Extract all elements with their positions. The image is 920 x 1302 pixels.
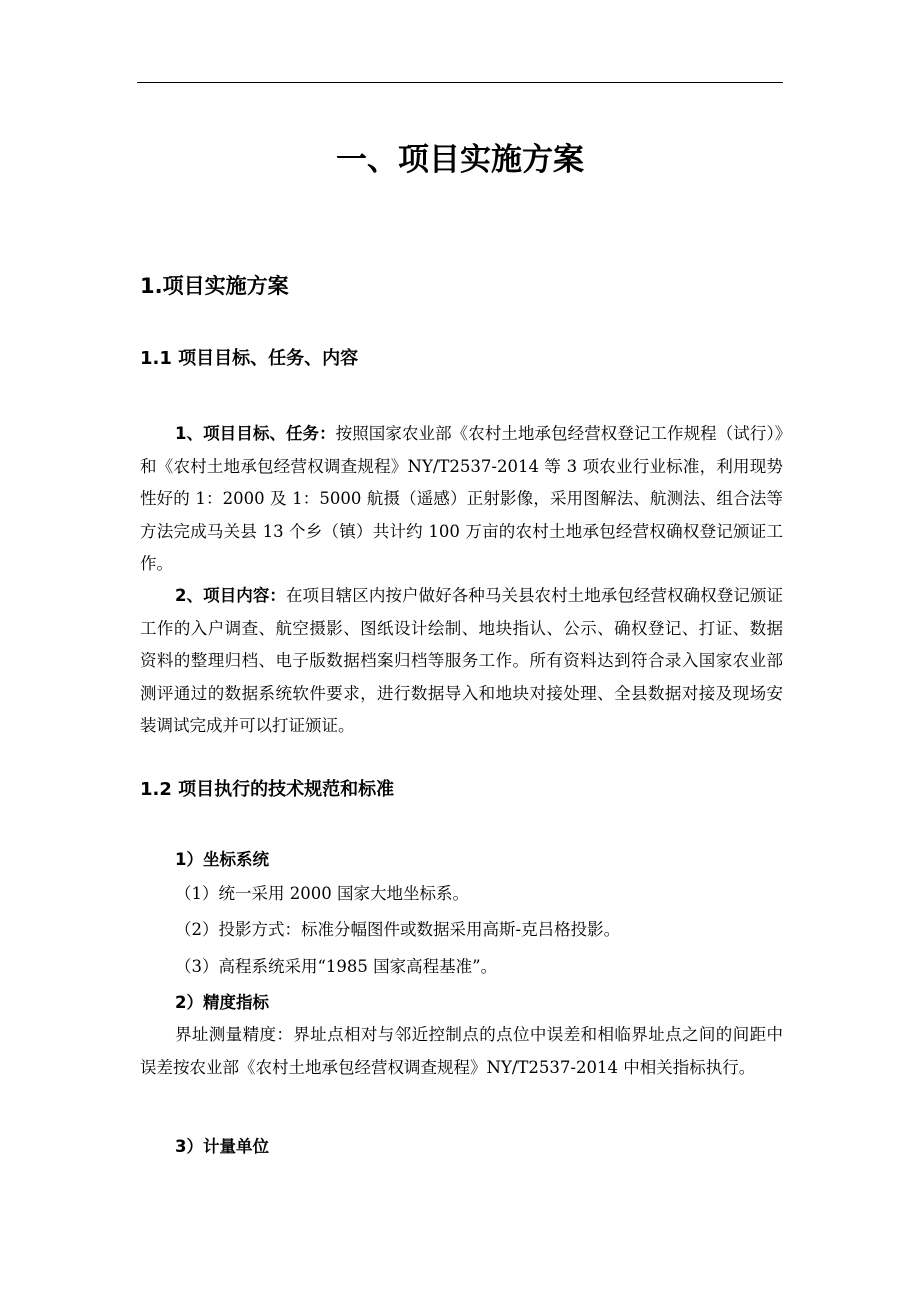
coordinate-system-heading: 1）坐标系统 bbox=[175, 850, 269, 869]
paragraph-goals-text: 按照国家农业部《农村土地承包经营权登记工作规程（试行）》和《农村土地承包经营权调查规程》NY/T2537-2014 等 3 项农业行业标准，利用现势性好的 1：2000 及 1：5000 航摄（遥感）正射影像，采用图解法、航测法、组合法等方法完成马关县 13 个乡（镇）共计约 100 万亩的农村土地承包经营权确权登记颁证工作。 bbox=[140, 424, 784, 573]
precision-paragraph: 界址测量精度：界址点相对与邻近控制点的点位中误差和相临界址点之间的间距中误差按农业部《农村土地承包经营权调查规程》NY/T2537-2014 中相关指标执行。 bbox=[140, 1025, 783, 1077]
coordinate-item: （3）高程系统采用“1985 国家高程基准”。 bbox=[175, 957, 498, 976]
coordinate-item: （2）投影方式：标准分幅图件或数据采用高斯-克吕格投影。 bbox=[175, 920, 621, 939]
unit-heading: 3）计量单位 bbox=[175, 1137, 269, 1156]
paragraph-goals bbox=[140, 418, 783, 581]
precision-heading: 2）精度指标 bbox=[175, 993, 269, 1012]
paragraph-goals-lead: 1、项目目标、任务： bbox=[175, 424, 336, 443]
document-title: 一、项目实施方案 bbox=[336, 142, 584, 178]
paragraph-content-text: 在项目辖区内按户做好各种马关县农村土地承包经营权确权登记颁证工作的入户调查、航空摄影、图纸设计绘制、地块指认、公示、确权登记、打证、数据资料的整理归档、电子版数据档案归档等服务工作。所有资料达到符合录入国家农业部测评通过的数据系统软件要求，进行数据导入和地块对接处理、全县数据对接及现场安装调试完成并可以打证颁证。 bbox=[140, 586, 784, 735]
header-rule bbox=[137, 82, 783, 83]
subsection-heading-1-2: 1.2 项目执行的技术规范和标准 bbox=[140, 779, 395, 800]
coordinate-item: （1）统一采用 2000 国家大地坐标系。 bbox=[175, 884, 469, 903]
subsection-heading-1-1: 1.1 项目目标、任务、内容 bbox=[140, 348, 359, 369]
paragraph-content bbox=[140, 580, 783, 743]
section-heading: 1.项目实施方案 bbox=[140, 274, 289, 298]
paragraph-content-lead: 2、项目内容： bbox=[175, 586, 286, 605]
